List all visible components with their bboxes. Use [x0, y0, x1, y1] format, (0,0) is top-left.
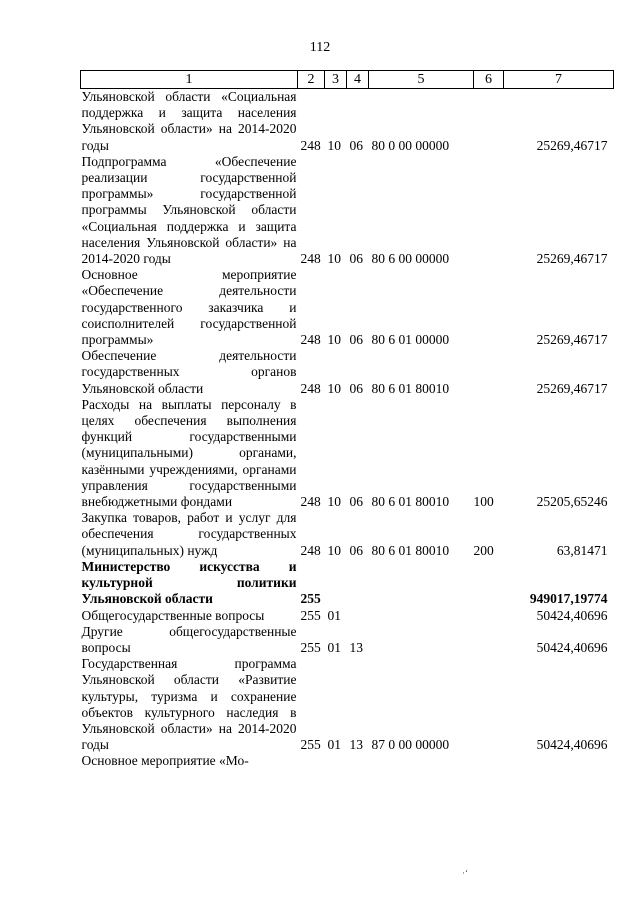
expense-name: Государственная программа Ульяновской области «Развитие культуры, туризма и сохранение объектов культурного наследия в Ульяновской области» на 2014-2020 годы	[81, 656, 297, 753]
expense-name: Министерство искусства и культурной политики Ульяновской области	[81, 558, 297, 607]
section-code: 10	[327, 542, 341, 558]
subsection-code: 13	[349, 639, 363, 655]
table-row	[81, 656, 614, 753]
ministry-code: 255	[300, 591, 321, 607]
expense-name: Общегосударственные вопросы	[81, 607, 265, 623]
target-article-code	[369, 608, 474, 624]
table-row	[81, 89, 614, 154]
expense-type-code	[474, 753, 504, 769]
amount: 25205,65246	[536, 494, 608, 510]
column-header: 5	[369, 71, 474, 89]
table-row	[81, 624, 614, 656]
ministry-code: 248	[300, 251, 321, 267]
expense-type-code	[474, 267, 504, 348]
ministry-code: 248	[300, 332, 321, 348]
subsection-code	[347, 753, 369, 769]
target-article-code: 80 6 00 00000	[371, 251, 450, 267]
column-header: 1	[81, 71, 298, 89]
page-number: 112	[309, 40, 331, 55]
column-header: 6	[474, 71, 504, 89]
budget-table	[80, 70, 614, 770]
ministry-code: 255	[300, 737, 321, 753]
subsection-code	[347, 559, 369, 608]
expense-type-code: 100	[473, 494, 494, 510]
table-row	[81, 753, 614, 769]
amount: 25269,46717	[536, 251, 608, 267]
table-row	[81, 348, 614, 397]
target-article-code: 87 0 00 00000	[371, 737, 450, 753]
expense-type-code	[474, 89, 504, 154]
subsection-code: 06	[349, 251, 363, 267]
amount	[504, 753, 614, 769]
table-row	[81, 510, 614, 559]
expense-type-code	[474, 348, 504, 397]
section-code: 10	[327, 137, 341, 153]
ministry-code	[298, 753, 325, 769]
subsection-code: 06	[349, 494, 363, 510]
subsection-code: 06	[349, 332, 363, 348]
table-row	[81, 267, 614, 348]
target-article-code	[369, 753, 474, 769]
target-article-code: 80 6 01 00000	[371, 332, 450, 348]
expense-name: Другие общегосударственные вопросы	[81, 623, 297, 655]
section-code: 10	[327, 494, 341, 510]
target-article-code	[369, 559, 474, 608]
column-number-header	[81, 71, 614, 89]
amount: 50424,40696	[536, 607, 608, 623]
amount: 25269,46717	[536, 380, 608, 396]
target-article-code: 80 6 01 80010	[371, 380, 450, 396]
subsection-code: 06	[349, 137, 363, 153]
amount: 25269,46717	[536, 137, 608, 153]
scan-speck: ·‘	[462, 868, 468, 878]
expense-name: Основное мероприятие «Обеспечение деятельности государственного заказчика и соисполнителей государственной программы»	[81, 267, 297, 348]
amount: 50424,40696	[536, 639, 608, 655]
expense-name: Основное мероприятие «Мо-	[81, 753, 249, 769]
section-code: 10	[327, 251, 341, 267]
target-article-code: 80 6 01 80010	[371, 542, 450, 558]
target-article-code: 80 6 01 80010	[371, 494, 450, 510]
column-header: 7	[504, 71, 614, 89]
section-code: 01	[327, 639, 341, 655]
expense-type-code	[474, 608, 504, 624]
subsection-code: 06	[349, 542, 363, 558]
table-row	[81, 154, 614, 267]
subsection-code: 06	[349, 380, 363, 396]
subsection-code	[347, 608, 369, 624]
ministry-code: 248	[300, 380, 321, 396]
amount: 25269,46717	[536, 332, 608, 348]
column-header: 3	[325, 71, 347, 89]
ministry-code: 255	[300, 639, 321, 655]
expense-type-code	[474, 624, 504, 656]
column-header: 2	[298, 71, 325, 89]
section-code: 01	[327, 737, 341, 753]
expense-type-code: 200	[473, 542, 494, 558]
table-row	[81, 608, 614, 624]
expense-name: Закупка товаров, работ и услуг для обеспечения государственных (муниципальных) нужд	[81, 510, 297, 558]
expense-type-code	[474, 656, 504, 753]
expense-name: Обеспечение деятельности государственных органов Ульяновской области	[81, 348, 297, 396]
ministry-code: 255	[300, 607, 321, 623]
expense-type-code	[474, 559, 504, 608]
expense-type-code	[474, 154, 504, 267]
section-code: 01	[327, 607, 341, 623]
amount: 50424,40696	[536, 737, 608, 753]
section-code	[325, 753, 347, 769]
ministry-code: 248	[300, 542, 321, 558]
ministry-code: 248	[300, 137, 321, 153]
target-article-code	[369, 624, 474, 656]
section-code: 10	[327, 332, 341, 348]
section-code: 10	[327, 380, 341, 396]
column-header: 4	[347, 71, 369, 89]
expense-name: Подпрограмма «Обеспечение реализации государственной программы» государственной программы Ульяновской области «Социальная поддержка и защита населения Ульяновской области» на 2014-2020 годы	[81, 153, 297, 267]
table-row-ministry-total	[81, 559, 614, 608]
subsection-code: 13	[349, 737, 363, 753]
amount: 949017,19774	[529, 591, 608, 607]
amount: 63,81471	[556, 542, 608, 558]
section-code	[325, 559, 347, 608]
expense-name: Расходы на выплаты персоналу в целях обеспечения выполнения функций государственными (муниципальными) органами, казёнными учреждениями, органами управления государственными внебюджетными фондами	[81, 396, 297, 510]
ministry-code: 248	[300, 494, 321, 510]
expense-name: Ульяновской области «Социальная поддержка и защита населения Ульяновской области» на 2014-2020 годы	[81, 89, 297, 153]
target-article-code: 80 0 00 00000	[371, 137, 450, 153]
table-row	[81, 397, 614, 510]
